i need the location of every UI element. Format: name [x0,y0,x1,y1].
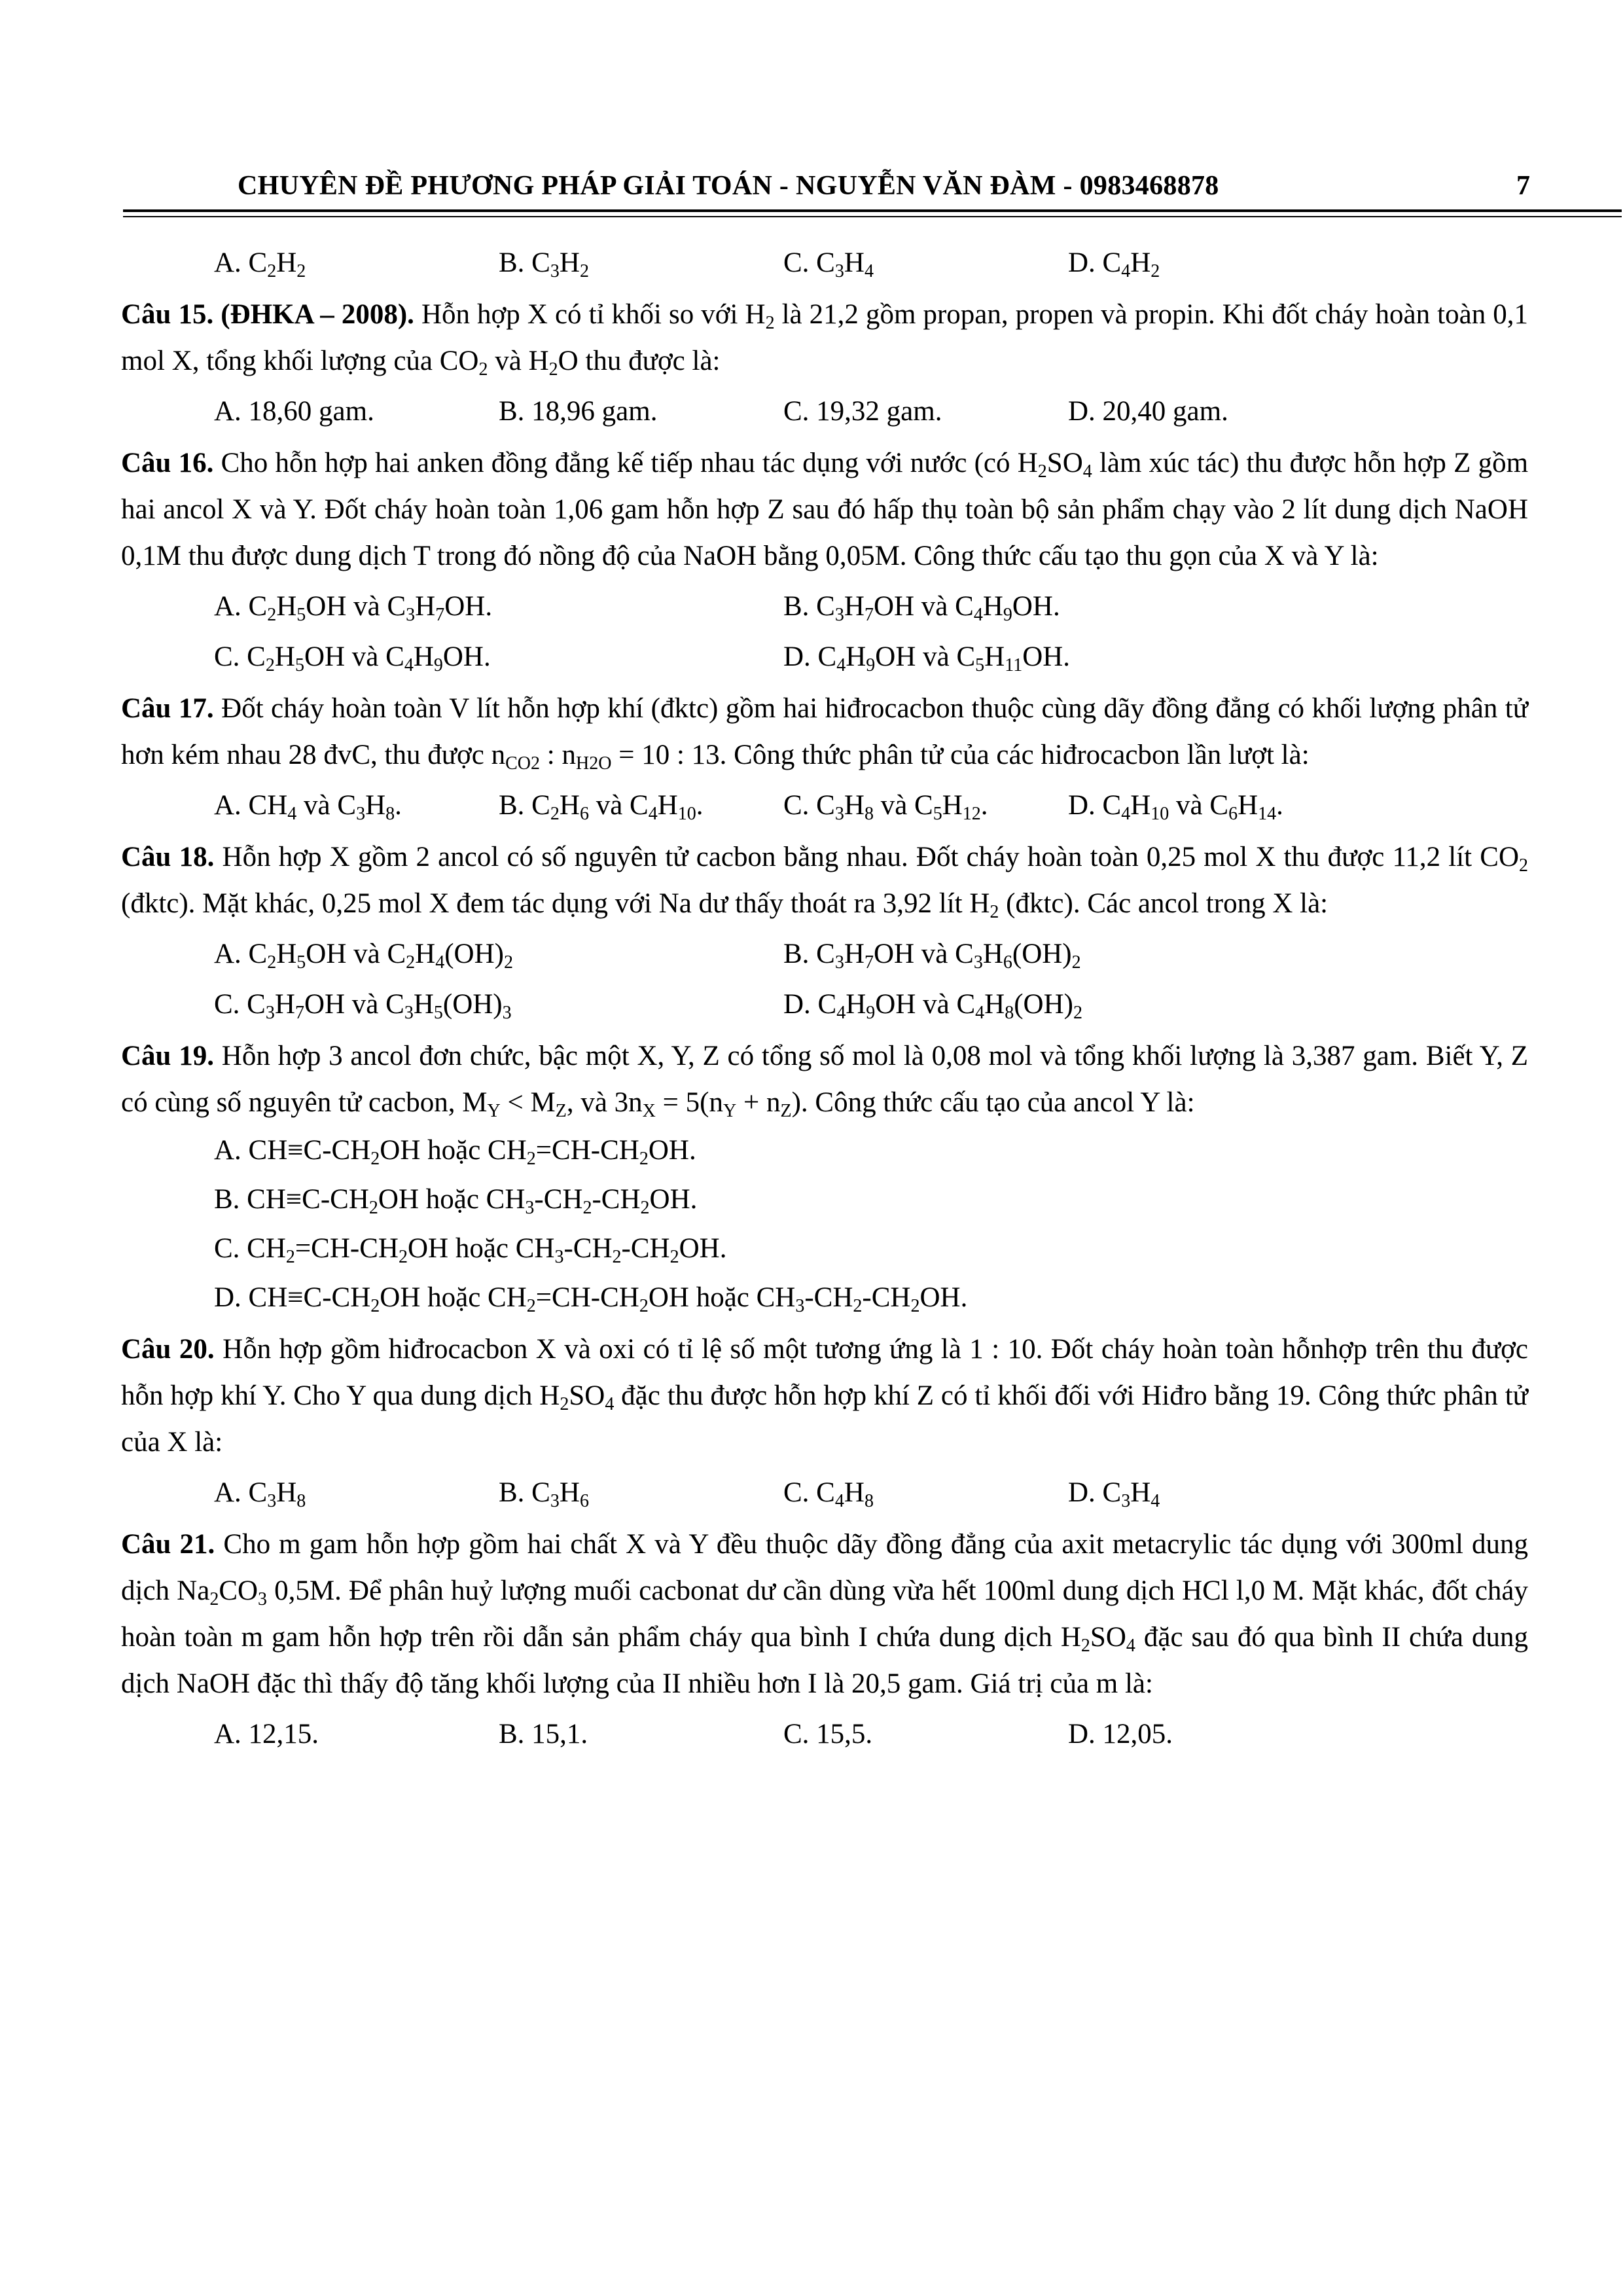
question-18 [121,834,1528,927]
answer-option: C. 15,5. [783,1719,873,1749]
answer-option: B. $C_2H_6$ và $C_4H_{10}$. [499,790,704,824]
question-label: Câu 18. [121,842,215,872]
answer-option: D. $C_4H_2$ [1068,247,1160,281]
answer-option: A. $C_2H_5OH$ và $C_3H_7OH$. [214,591,493,625]
answer-option: A. 18,60 gam. [214,396,374,427]
answer-option: A. 12,15. [214,1719,319,1749]
question-15-options [121,388,1528,435]
question-18-options-row2 [121,981,1528,1028]
question-19 [121,1033,1528,1126]
question-20-options [121,1469,1528,1516]
answer-option: D. $C_4H_9OH$ và $C_5H_{11}OH$. [783,641,1071,675]
answer-option: B. $C_3H_2$ [499,247,589,281]
answer-option: B. $C_3H_6$ [499,1477,589,1511]
answer-option: C. $CH_2=CH-CH_2OH$ hoặc $CH_3-CH_2-CH_2OH$. [214,1233,727,1267]
question-text: Hỗn hợp gồm hiđrocacbon X và oxi có tỉ lệ số một tương ứng là 1 : 10. Đốt cháy hoàn toàn hỗnhợp trên thu được hỗn hợp khí Y. Cho Y qua dung dịch $H_2SO_4$ đặc thu được hỗn hợp khí Z có tỉ khối đối với Hiđro bằng 19. Công thức phân tử của X là: [121,1334,1529,1458]
answer-option: B. $CH\equiv C-CH_2OH$ hoặc $CH_3-CH_2-CH_2OH$. [214,1184,698,1218]
question-label: Câu 17. [121,693,214,724]
question-label: Câu 20. [121,1334,215,1365]
question-21-options [121,1711,1528,1757]
answer-option: A. $CH\equiv C-CH_2OH$ hoặc $CH_2=CH-CH_2OH$. [214,1135,696,1169]
answer-option: D. 12,05. [1068,1719,1173,1749]
question-text: Đốt cháy hoàn toàn V lít hỗn hợp khí (đktc) gồm hai hiđrocacbon thuộc cùng dãy đồng đẳng có khối lượng phân tử hơn kém nhau 28 đvC, thu được $n_{CO2}$ : $n_{H2O} = 10$ : 13. Công thức phân tử của các hiđrocacbon lần lượt là: [121,693,1528,774]
question-text: Hỗn hợp 3 ancol đơn chức, bậc một X, Y, Z có tổng số mol là 0,08 mol và tổng khối lượng là 3,387 gam. Biết Y, Z có cùng số nguyên tử cacbon, $M_Y < M_Z$, và $3n_X = 5(n_Y + n_Z)$. Công thức cấu tạo của ancol Y là: [121,1041,1528,1121]
answer-option: C. $C_4H_8$ [783,1477,874,1511]
answer-option: B. 15,1. [499,1719,588,1749]
question-label: Câu 16. [121,448,214,478]
header-rule-thick [123,209,1622,212]
answer-option: D. $CH\equiv C-CH_2OH$ hoặc $CH_2=CH-CH_2OH$ hoặc $CH_3-CH_2-CH_2OH$. [214,1282,968,1316]
document-body [121,236,1528,1760]
answer-option: D. $C_4H_9OH$ và $C_4H_8(OH)_2$ [783,989,1082,1023]
answer-option: D. $C_3H_4$ [1068,1477,1160,1511]
answer-option: C. 19,32 gam. [783,396,942,427]
question-16 [121,440,1528,579]
answer-option: C. $C_3H_8$ và $C_5H_{12}$. [783,790,988,824]
question-text: Cho hỗn hợp hai anken đồng đẳng kế tiếp nhau tác dụng với nước (có $H_2SO_4$ làm xúc tác) thu được hỗn hợp Z gồm hai ancol X và Y. Đốt cháy hoàn toàn 1,06 gam hỗn hợp Z sau đó hấp thụ toàn bộ sản phẩm chạy vào 2 lít dung dịch NaOH 0,1M thu được dung dịch T trong đó nồng độ của NaOH bằng 0,05M. Công thức cấu tạo thu gọn của X và Y là: [121,448,1529,571]
question-19-options [121,1127,1528,1321]
answer-option: D. 20,40 gam. [1068,396,1228,427]
question-17 [121,685,1528,778]
question-18-options-row1 [121,931,1528,977]
answer-option: C. $C_3H_4$ [783,247,874,281]
header-title: CHUYÊN ĐỀ PHƯƠNG PHÁP GIẢI TOÁN - NGUYỄN VĂN ĐÀM - 0983468878 [238,171,1219,201]
page-number: 7 [1516,171,1530,201]
question-16-options-row2 [121,634,1528,680]
question-15 [121,291,1528,384]
question-21 [121,1521,1528,1707]
answer-option: A. $C_3H_8$ [214,1477,306,1511]
prev-question-options [121,240,1528,286]
question-text: Cho m gam hỗn hợp gồm hai chất X và Y đều thuộc dãy đồng đẳng của axit metacrylic tác dụng với 300ml dung dịch $Na_2CO_3$ 0,5M. Để phân huỷ lượng muối cacbonat dư cần dùng vừa hết 100ml dung dịch HCl l,0 M. Mặt khác, đốt cháy hoàn toàn m gam hỗn hợp trên rồi dẫn sản phẩm cháy qua bình I chứa dung dịch $H_2SO_4$ đặc sau đó qua bình II chứa dung dịch NaOH đặc thì thấy độ tăng khối lượng của II nhiều hơn I là 20,5 gam. Giá trị của m là: [121,1529,1529,1699]
header-rule-thin [123,216,1622,217]
question-17-options [121,782,1528,829]
question-16-options-row1 [121,583,1528,630]
question-label: Câu 21. [121,1529,215,1560]
question-label: Câu 15. (ĐHKA – 2008). [121,299,414,330]
question-text: Hỗn hợp X gồm 2 ancol có số nguyên tử cacbon bằng nhau. Đốt cháy hoàn toàn 0,25 mol X thu được 11,2 lít $CO_2$ (đktc). Mặt khác, 0,25 mol X đem tác dụng với Na dư thấy thoát ra 3,92 lít $H_2$ (đktc). Các ancol trong X là: [121,842,1528,922]
question-text: Hỗn hợp X có tỉ khối so với $H_2$ là 21,2 gồm propan, propen và propin. Khi đốt cháy hoàn toàn 0,1 mol X, tổng khối lượng của $CO_2$ và $H_2O$ thu được là: [121,299,1529,380]
answer-option: C. $C_2H_5OH$ và $C_4H_9OH$. [214,641,491,675]
page-header [123,165,1530,211]
answer-option: A. $CH_4$ và $C_3H_8$. [214,790,402,824]
answer-option: D. $C_4H_{10}$ và $C_6H_{14}$. [1068,790,1283,824]
answer-option: A. $C_2H_5OH$ và $C_2H_4(OH)_2$ [214,939,513,973]
answer-option: B. $C_3H_7OH$ và $C_4H_9OH$. [783,591,1060,625]
answer-option: A. $C_2H_2$ [214,247,306,281]
answer-option: C. $C_3H_7OH$ và $C_3H_5(OH)_3$ [214,989,512,1023]
question-label: Câu 19. [121,1041,214,1071]
answer-option: B. 18,96 gam. [499,396,658,427]
question-20 [121,1326,1528,1465]
answer-option: B. $C_3H_7OH$ và $C_3H_6(OH)_2$ [783,939,1081,973]
